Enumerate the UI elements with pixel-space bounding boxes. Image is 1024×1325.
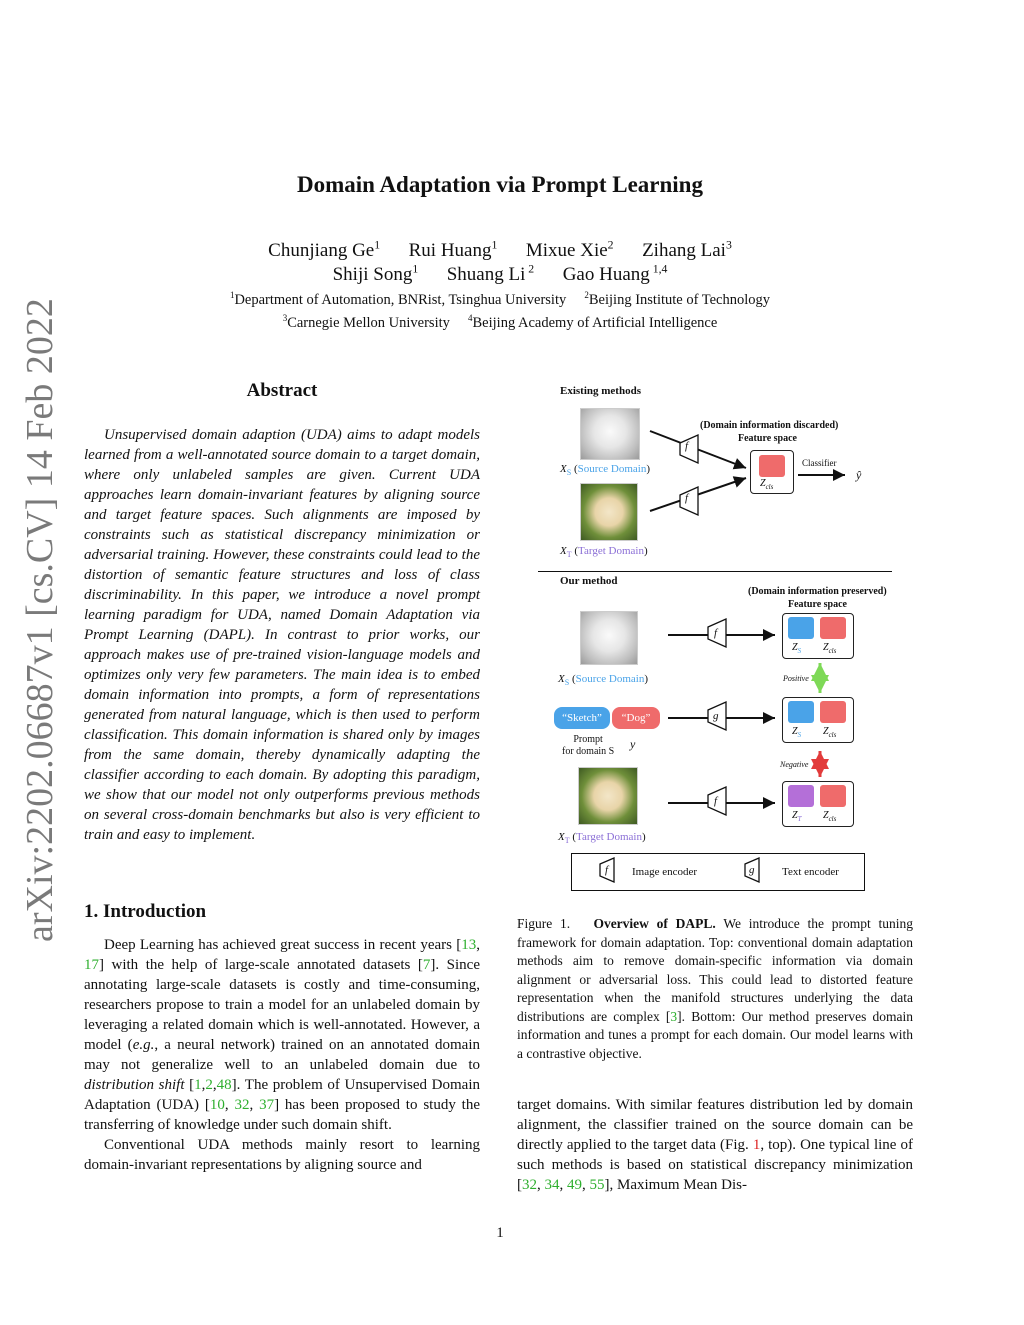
sketch-prompt-token: “Sketch”	[554, 707, 610, 729]
zs-label: $Z_S$	[792, 642, 802, 655]
intro-paragraph-1: Deep Learning has achieved great success in recent years [13, 17] with the help of large-scale annotated datasets [7]. Since annotating large-scale datasets is costly and time-consuming, researchers propose to train a model for an unlabeled domain by leveraging a related domain which is well-annotated. However, a model (e.g., a neural network) trained on an annotated domain may not generalize well to an unlabeled domain due to distribution shift [1,2,48]. The problem of Unsupervised Domain Adaptation (UDA) [10, 32, 37] has been proposed to study the transferring of knowledge under such domain shift.	[84, 937, 481, 1133]
target-domain-label: $X_T$ (Target Domain)	[560, 545, 648, 560]
image-encoder-label: Image encoder	[632, 866, 698, 878]
source-domain-label: $X_S$ (Source Domain)	[560, 463, 651, 478]
f-label: f	[685, 492, 689, 504]
sketch-dog-image	[580, 611, 638, 665]
f-label: f	[685, 440, 689, 452]
author: Mixue Xie$^2$	[525, 238, 614, 261]
citation-link[interactable]: 37	[259, 1097, 275, 1113]
affiliations-line-2: $^3$Carnegie Mellon University $^4$Beijing Academy of Artificial Intelligence	[282, 313, 718, 331]
feature-box-source	[782, 613, 854, 659]
preserved-label: (Domain information preserved)	[748, 586, 887, 597]
f-encoder-shape	[680, 487, 698, 515]
f-label: f	[714, 627, 718, 639]
citation-link[interactable]: 48	[216, 1077, 232, 1093]
author: Chunjiang Ge$^1$	[268, 238, 381, 261]
feature-box-target	[782, 781, 854, 827]
g-legend-label: g	[749, 864, 755, 876]
figure-caption: Figure 1. Overview of DAPL. We introduce the prompt tuning framework for domain adaptation. Top: conventional domain adaptation methods aim to remove domain-specific information via domain alignment or adversarial loss. This could lead to distorted feature representation when the manifold structures underlying the data distributions are complex [3]. Bottom: Our method preserves domain information and tunes a prompt for each domain. Our model learns with a contrastive objective.	[517, 916, 914, 1061]
zcls-label: $Z_{cls}$	[760, 478, 774, 491]
zcls-label: $Z_{cls}$	[823, 810, 837, 823]
citation-link[interactable]: 32	[234, 1097, 250, 1113]
dog-prompt-token: “Dog”	[612, 707, 660, 729]
paper-title: Domain Adaptation via Prompt Learning	[297, 172, 703, 197]
citation-link[interactable]: 1	[194, 1077, 202, 1093]
zcls-label: $Z_{cls}$	[823, 642, 837, 655]
feature-space-label: Feature space	[738, 433, 797, 444]
author: Shuang Li $^2$	[446, 262, 535, 285]
figure-link[interactable]: 1	[752, 1137, 761, 1153]
intro-body	[84, 935, 480, 1175]
citation-link[interactable]: 10	[209, 1097, 225, 1113]
zs-label: $Z_S$	[792, 726, 802, 739]
f-encoder-shape	[680, 435, 698, 463]
feature-box-existing	[750, 450, 794, 494]
positive-label: Positive	[783, 674, 809, 683]
author: Rui Huang$^1$	[408, 238, 498, 261]
y-label: y	[630, 737, 636, 751]
citation-link[interactable]: 17	[84, 957, 99, 973]
author: Shiji Song$^1$	[332, 262, 419, 285]
y-hat-label: ŷ	[856, 468, 862, 482]
citation-link[interactable]: 32	[522, 1177, 537, 1193]
zt-label: $Z_T$	[792, 810, 802, 823]
citation-link[interactable]: 55	[589, 1177, 605, 1193]
dog-class-icon	[759, 455, 785, 477]
citation-link[interactable]: 3	[670, 1008, 678, 1024]
intro-paragraph-2: Conventional UDA methods mainly resort to learning domain-invariant representations by aligning source and	[84, 1137, 480, 1173]
photo-dog-image	[578, 767, 638, 825]
our-method-label: Our method	[560, 575, 618, 587]
existing-methods-label: Existing methods	[560, 385, 641, 397]
affiliations-line-1: $^1$Department of Automation, BNRist, Tsinghua University $^2$Beijing Institute of Technology	[229, 290, 771, 308]
authors-line-2	[0, 264, 1000, 286]
classifier-label: Classifier	[802, 458, 837, 468]
discarded-label: (Domain information discarded)	[700, 420, 839, 431]
domain-token-icon	[788, 701, 814, 723]
dog-class-icon	[820, 785, 846, 807]
f-label: f	[714, 795, 718, 807]
dog-class-icon	[820, 701, 846, 723]
f-legend-label: f	[605, 864, 609, 876]
target-domain-label: $X_T$ (Target Domain)	[558, 831, 646, 846]
domain-token-icon	[788, 617, 814, 639]
source-domain-label: $X_S$ (Source Domain)	[558, 673, 649, 688]
author: Zihang Lai$^3$	[642, 238, 732, 261]
author: Gao Huang $^{1,4}$	[562, 262, 668, 285]
section-heading: 1. Introduction	[84, 901, 207, 922]
citation-link[interactable]: 7	[422, 957, 431, 973]
zcls-label: $Z_{cls}$	[823, 726, 837, 739]
camera-domain-icon	[788, 785, 814, 807]
negative-label: Negative	[780, 760, 809, 769]
authors-line-1	[0, 240, 1000, 262]
prompt-caption: Prompt for domain S	[562, 734, 615, 757]
feature-box-prompt	[782, 697, 854, 743]
feature-space-label: Feature space	[788, 599, 847, 610]
abstract-body: Unsupervised domain adaption (UDA) aims to adapt models learned from a well-annotated source domain to a target domain, where only unlabeled samples are given. Current UDA approaches learn domain-invariant features by aligning source and target feature spaces. Such alignments are imposed by constraints such as statistical discrepancy minimization or adversarial training. However, these constraints could lead to the distortion of semantic feature structures and loss of class discriminability. In this paper, we introduce a novel prompt learning paradigm for UDA, named Domain Adaptation via Prompt Learning (DAPL). In contrast to prior works, our approach makes use of pre-trained vision-language models and optimizes only very few parameters. The main idea is to embed domain information into prompts, a form of representations generated from natural language, which is then used to perform classification. This domain information is shared only by images from the same domain, thereby dynamically adapting the classifier according to each domain. By adopting this paradigm, we show that our model not only outperforms previous methods on several cross-domain benchmarks but also is very efficient to train and easy to implement.	[84, 427, 480, 843]
g-label: g	[713, 710, 719, 722]
figure-1	[550, 383, 887, 898]
citation-link[interactable]: 13	[461, 937, 477, 953]
citation-link[interactable]: 34	[544, 1177, 560, 1193]
citation-link[interactable]: 2	[205, 1077, 213, 1093]
citation-link[interactable]: 49	[567, 1177, 582, 1193]
dog-class-icon	[820, 617, 846, 639]
page-number: 1	[496, 1225, 504, 1241]
text-encoder-label: Text encoder	[782, 866, 839, 878]
arxiv-identifier: arXiv:2202.06687v1 [cs.CV] 14 Feb 2022	[19, 298, 61, 942]
abstract-heading: Abstract	[246, 380, 318, 401]
figure-divider	[538, 571, 892, 572]
right-column-body: target domains. With similar features distribution led by domain alignment, the classifier trained on the source domain can be directly applied to the target data (Fig. 1, top). One typical line of such methods is based on statistical discrepancy minimization [32, 34, 49, 55], Maximum Mean Dis-	[517, 1097, 913, 1193]
